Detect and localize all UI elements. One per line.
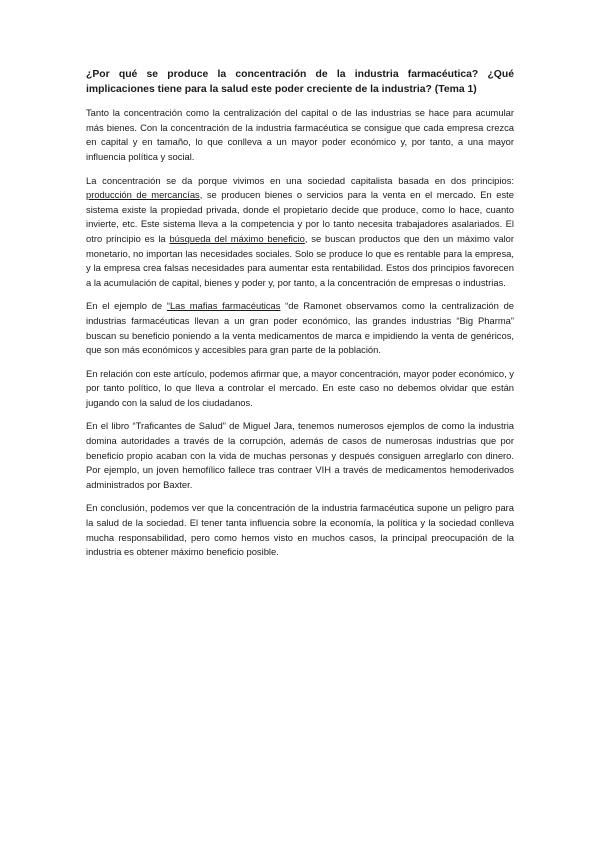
paragraph-2-text-b: , se producen bienes o servicios para la venta en el mercado. En este sistema existe la propiedad privada, donde el propietario decide que produce, como lo hace, cuanto invierte, etc. Este sistema lleva a la competencia y por lo tanto necesita trabajadores asalariados. El otro principio es la <box>86 189 514 244</box>
paragraph-2-text-a: La concentración se da porque vivimos en una sociedad capitalista basada en dos principios: <box>86 174 514 186</box>
paragraph-3-text-a: En el ejemplo de <box>86 300 167 312</box>
underlined-term-produccion: producción de mercancías <box>86 189 200 201</box>
paragraph-5: En el libro “Traficantes de Salud” de Miguel Jara, tenemos numerosos ejemplos de como la industria domina autoridades a través de la corrupción, además de casos de numerosas industrias que por beneficio propio acaban con la vida de muchas personas y después consiguen arreglarlo con dinero. Por ejemplo, un joven hemofílico fallece tras contraer VIH a través de medicamentos hemoderivados administrados por Baxter. <box>86 420 514 490</box>
paragraph-3 <box>86 299 514 357</box>
underlined-term-busqueda: búsqueda del máximo beneficio <box>169 232 305 244</box>
paragraph-2 <box>86 174 514 291</box>
paragraph-4: En relación con este artículo, podemos afirmar que, a mayor concentración, mayor poder económico, y por tanto político, lo que lleva a controlar el mercado. En este caso no debemos olvidar que están jugando con la salud de los ciudadanos. <box>86 367 514 408</box>
underlined-title-mafias: “Las mafias farmacéuticas <box>166 300 281 312</box>
document-page <box>86 68 514 569</box>
paragraph-1: Tanto la concentración como la centralización del capital o de las industrias se hace para acumular más bienes. Con la concentración de la industria farmacéutica se consigue que cada empresa crezca en capital y en tamaño, lo que conlleva a un mayor poder económico y, por tanto, a una mayor influencia política y social. <box>86 107 514 162</box>
paragraph-6: En conclusión, podemos ver que la concentración de la industria farmacéutica supone un peligro para la salud de la sociedad. El tener tanta influencia sobre la economía, la política y la sociedad conlleva mucha responsabilidad, pero como hemos visto en muchos casos, la principal preocupación de la industria es obtener máximo beneficio posible. <box>86 502 514 558</box>
paragraph-3-text-b: “de Ramonet observamos como la centralización de industrias farmacéuticas llevan a un gran poder económico, las grandes industrias “Big Pharma” buscan su beneficio poniendo a la venta medicamentos de marca e impidiendo la venta de genéricos, que son más económicos y accesibles para gran parte de la población. <box>86 300 514 356</box>
document-title: ¿Por qué se produce la concentración de la industria farmacéutica? ¿Qué implicaciones tiene para la salud este poder creciente de la industria? (Tema 1) <box>86 69 514 95</box>
paragraph-2-text-c: , se buscan productos que den un máximo valor monetario, no importan las necesidades sociales. Solo se produce lo que es rentable para la empresa, y la empresa crea falsas necesidades para aumentar esta rentabilidad. Estos dos principios favorecen a la acumulación de capital, bienes y poder y, por tanto, a la concentración de empresas o industrias. <box>86 232 515 288</box>
